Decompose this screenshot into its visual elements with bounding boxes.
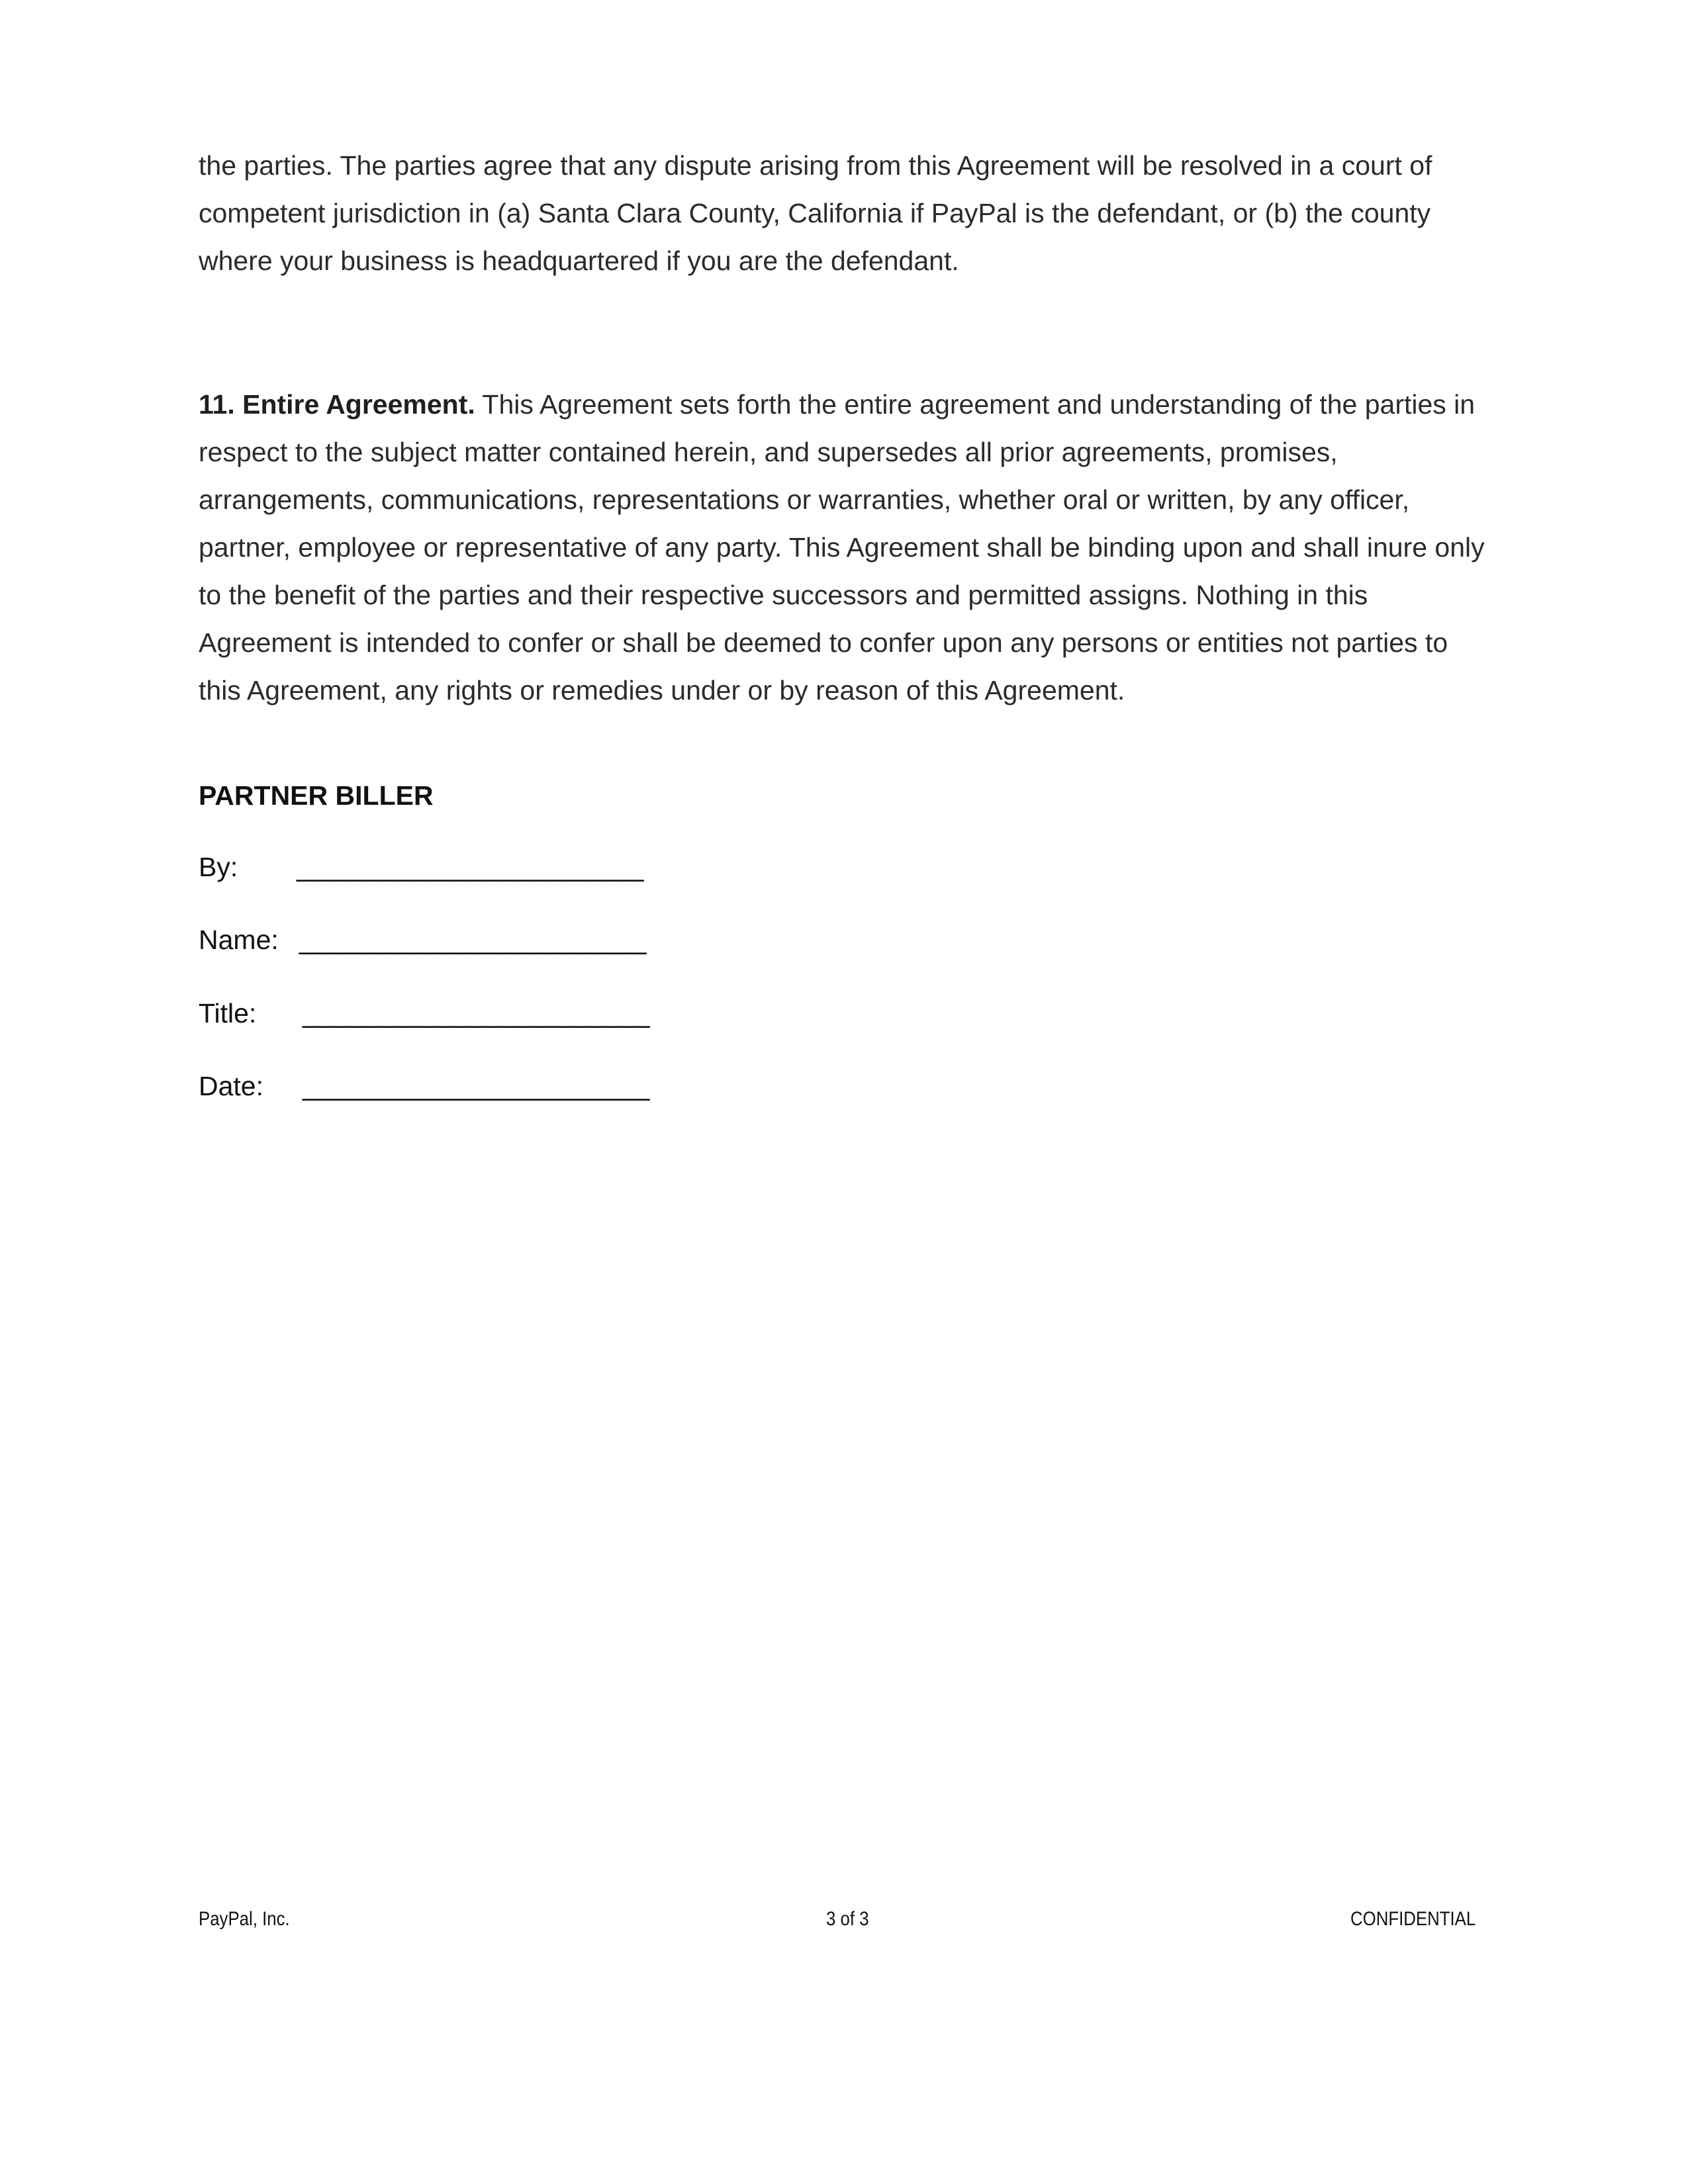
- date-signature-line[interactable]: _______________________: [303, 1071, 650, 1101]
- title-signature-line[interactable]: _______________________: [303, 998, 650, 1028]
- signature-row-by[interactable]: [199, 847, 644, 887]
- by-label: By:: [199, 852, 238, 882]
- signature-row-title[interactable]: [199, 993, 650, 1033]
- title-label: Title:: [199, 998, 257, 1028]
- name-signature-line[interactable]: _______________________: [299, 925, 647, 955]
- footer-confidential-label: CONFIDENTIAL: [1350, 1908, 1476, 1930]
- section-heading: 11. Entire Agreement.: [199, 389, 475, 420]
- signature-row-name[interactable]: [199, 920, 647, 960]
- section-entire-agreement: [199, 381, 1489, 714]
- date-label: Date:: [199, 1071, 263, 1101]
- continued-paragraph: the parties. The parties agree that any dispute arising from this Agreement will be resolved in a court of competent jurisdiction in (a) Santa Clara County, California if PayPal is the defendant, or (b) the county where your business is headquartered if you are the defendant.: [199, 150, 1432, 276]
- by-signature-line[interactable]: _______________________: [297, 852, 644, 882]
- footer-page-number: 3 of 3: [826, 1908, 869, 1930]
- name-label: Name:: [199, 925, 279, 955]
- signature-row-date[interactable]: [199, 1066, 650, 1106]
- signature-block-title: PARTNER BILLER: [199, 780, 434, 811]
- footer-company: PayPal, Inc.: [199, 1908, 290, 1930]
- section-body: This Agreement sets forth the entire agreement and understanding of the parties in respect to the subject matter contained herein, and supersedes all prior agreements, promises, arrangements, communications, representations or warranties, whether oral or written, by any officer, partner, employee or representative of any party. This Agreement shall be binding upon and shall inure only to the benefit of the parties and their respective successors and permitted assigns. Nothing in this Agreement is intended to confer or shall be deemed to confer upon any persons or entities not parties to this Agreement, any rights or remedies under or by reason of this Agreement.: [199, 389, 1485, 705]
